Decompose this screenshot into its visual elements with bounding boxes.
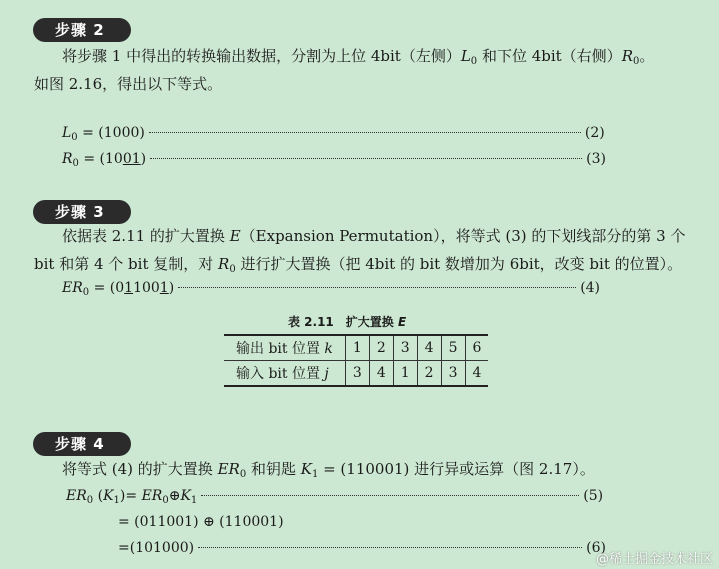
table-row-input <box>224 361 488 387</box>
equation-4: $ER_0 = (011001)$ (4) <box>62 280 601 298</box>
table-cell: 1 <box>345 335 369 361</box>
leader-dots <box>198 547 582 548</box>
watermark: @稀土掘金技术社区 <box>595 552 713 567</box>
step4-paragraph: 将等式 (4) 的扩大置换 $ER_0$ 和钥匙 $K_1 = (110001)$ 进行异或运算（图 2.17）。 <box>62 460 595 480</box>
table-cell: 3 <box>441 361 465 387</box>
expansion-permutation-table <box>224 334 488 387</box>
leader-dots <box>201 495 579 496</box>
table-caption: 表 2.11 扩大置换 E <box>288 315 407 329</box>
row-header-input: 输入 bit 位置 j <box>224 361 345 387</box>
step3-paragraph-line2: bit 和第 4 个 bit 复制，对 $R_0$ 进行扩大置换（把 4bit 的 bit 数增加为 6bit，改变 bit 的位置）。 <box>34 255 683 275</box>
table-cell: 3 <box>345 361 369 387</box>
step4-label: 步骤 4 <box>33 432 131 456</box>
leader-dots <box>149 132 581 133</box>
step3-label: 步骤 3 <box>33 200 131 224</box>
step2-paragraph-line2: 如图 2.16，得出以下等式。 <box>34 75 223 93</box>
table-cell: 3 <box>393 335 417 361</box>
table-row-output <box>224 335 488 361</box>
step3-paragraph-line1: 依据表 2.11 的扩大置换 E（Expansion Permutation），将等式 (3) 的下划线部分的第 3 个 <box>62 227 686 245</box>
equation-6: =(101000) (6) <box>118 540 606 556</box>
equation-2: $L_0 = (1000)$ (2) <box>62 125 605 143</box>
leader-dots <box>178 287 576 288</box>
table-cell: 4 <box>417 335 441 361</box>
table-cell: 4 <box>465 361 488 387</box>
table-cell: 2 <box>369 335 393 361</box>
step2-paragraph-line1: 将步骤 1 中得出的转换输出数据，分割为上位 4bit（左侧）$L_0$ 和下位 4bit（右侧）$R_0$。 <box>62 47 655 67</box>
table-cell: 2 <box>417 361 441 387</box>
table-cell: 6 <box>465 335 488 361</box>
row-header-output: 输出 bit 位置 k <box>224 335 345 361</box>
equation-3: $R_0 = (1001)$ (3) <box>62 151 606 169</box>
equation-5-continued: = (011001) ⊕ (110001) <box>118 514 284 530</box>
equation-5: $ER_0$ $(K_1)=$ $ER_0\oplus K_1$ (5) <box>66 488 604 506</box>
leader-dots <box>150 158 582 159</box>
table-cell: 4 <box>369 361 393 387</box>
table-cell: 1 <box>393 361 417 387</box>
table-cell: 5 <box>441 335 465 361</box>
step2-label: 步骤 2 <box>33 18 131 42</box>
